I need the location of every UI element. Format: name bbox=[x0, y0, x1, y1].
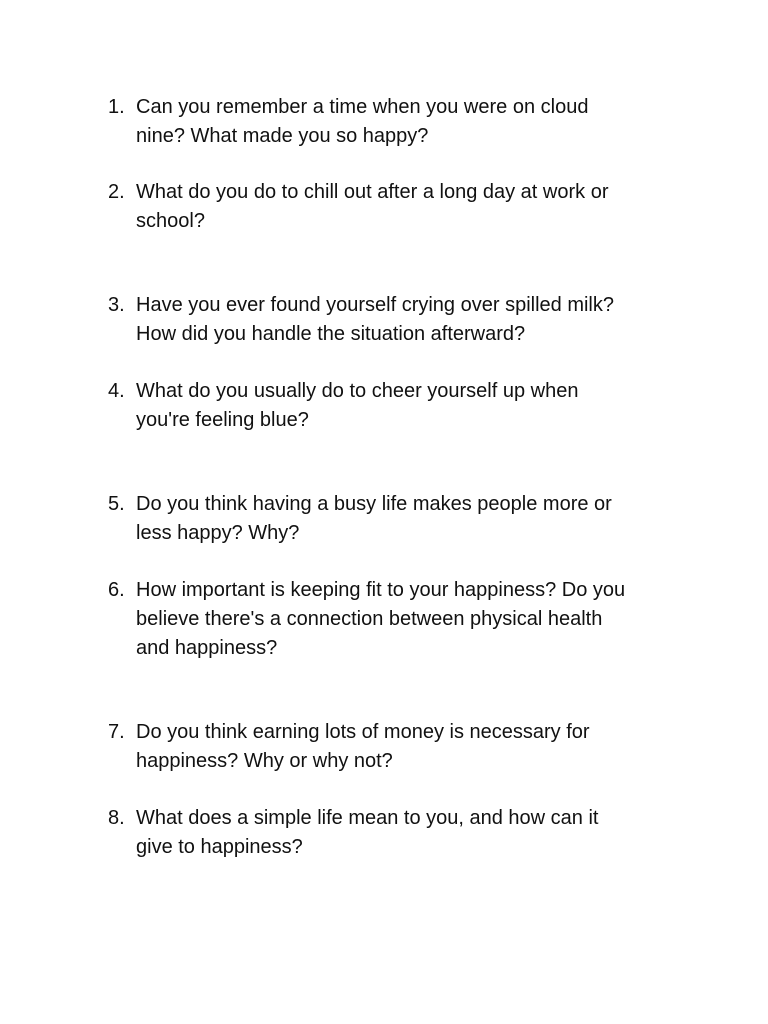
question-text: How important is keeping fit to your happiness? Do you believe there's a connection between physical health and happiness? bbox=[136, 579, 626, 659]
question-number: 6. bbox=[108, 579, 125, 601]
question-item bbox=[108, 291, 708, 349]
question-item bbox=[108, 178, 708, 236]
question-text: Do you think earning lots of money is necessary for happiness? Why or why not? bbox=[136, 721, 590, 772]
question-number: 1. bbox=[108, 96, 125, 118]
question-text: What do you usually do to cheer yourself up when you're feeling blue? bbox=[136, 380, 579, 431]
question-number: 8. bbox=[108, 807, 125, 829]
question-text: What do you do to chill out after a long day at work or school? bbox=[136, 181, 609, 232]
question-number: 4. bbox=[108, 380, 125, 402]
question-text: What does a simple life mean to you, and how can it give to happiness? bbox=[136, 807, 599, 858]
question-item bbox=[108, 93, 708, 151]
question-number: 5. bbox=[108, 493, 125, 515]
question-number: 7. bbox=[108, 721, 125, 743]
question-item bbox=[108, 377, 708, 435]
question-item bbox=[108, 576, 708, 663]
question-item bbox=[108, 804, 708, 862]
question-item bbox=[108, 490, 708, 548]
question-item bbox=[108, 718, 708, 776]
question-text: Can you remember a time when you were on cloud nine? What made you so happy? bbox=[136, 96, 589, 147]
question-text: Do you think having a busy life makes people more or less happy? Why? bbox=[136, 493, 612, 544]
question-text: Have you ever found yourself crying over spilled milk? How did you handle the situation afterward? bbox=[136, 294, 614, 345]
question-number: 3. bbox=[108, 294, 125, 316]
question-number: 2. bbox=[108, 181, 125, 203]
